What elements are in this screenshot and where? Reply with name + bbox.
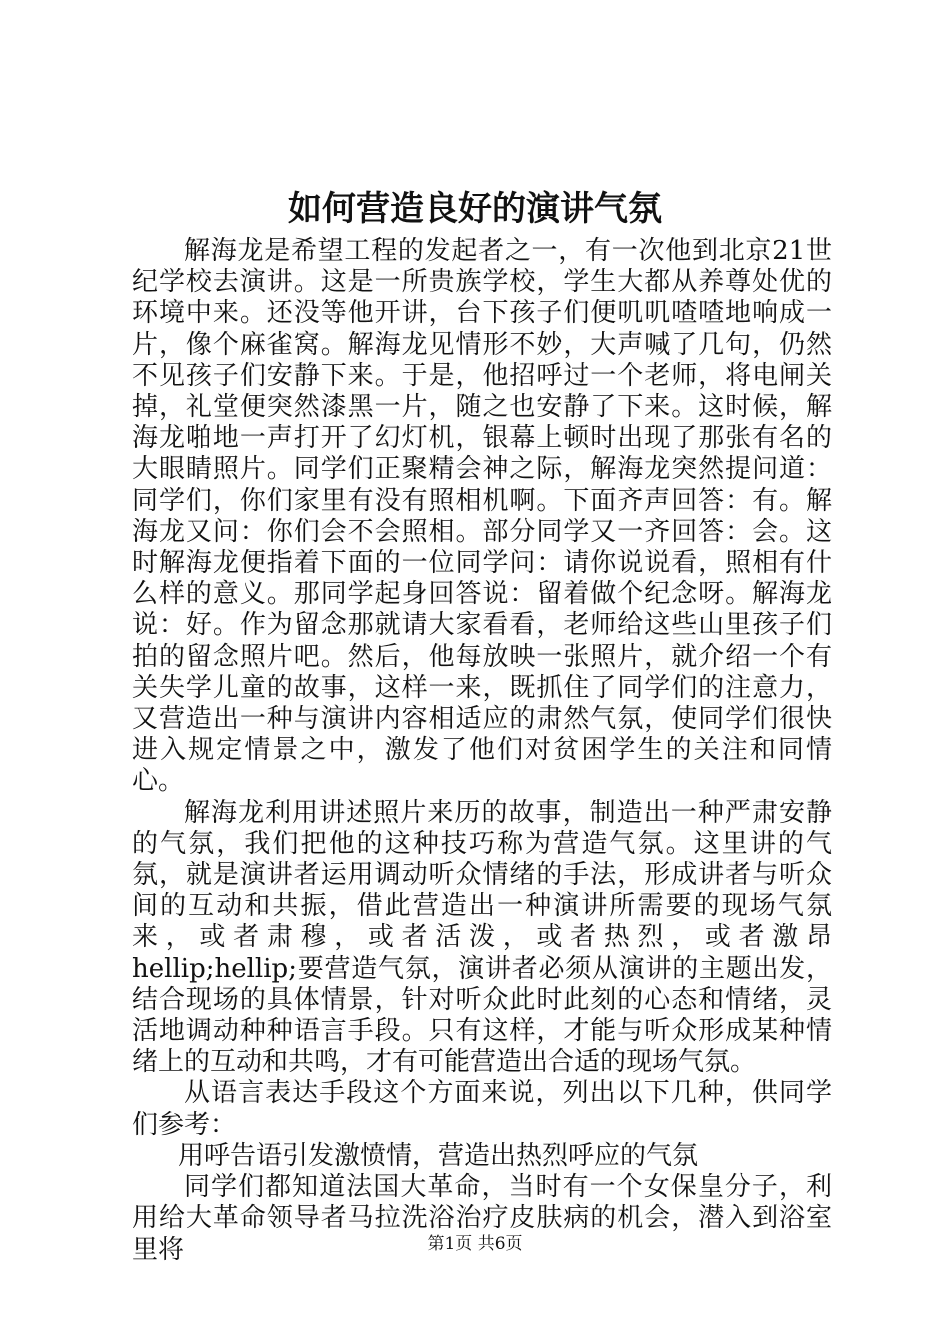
- document-body: [132, 236, 832, 1266]
- paragraph-1: 解海龙是希望工程的发起者之一，有一次他到北京21世纪学校去演讲。这是一所贵族学校，学生大都从养尊处优的环境中来。还没等他开讲，台下孩子们便叽叽喳喳地响成一片，像个麻雀窝。解海龙见情形不妙，大声喊了几句，仍然不见孩子们安静下来。于是，他招呼过一个老师，将电闸关掉，礼堂便突然漆黑一片，随之也安静了下来。这时候，解海龙啪地一声打开了幻灯机，银幕上顿时出现了那张有名的大眼睛照片。同学们正聚精会神之际，解海龙突然提问道：同学们，你们家里有没有照相机啊。下面齐声回答：有。解海龙又问：你们会不会照相。部分同学又一齐回答：会。这时解海龙便指着下面的一位同学问：请你说说看，照相有什么样的意义。那同学起身回答说：留着做个纪念呀。解海龙说：好。作为留念那就请大家看看，老师给这些山里孩子们拍的留念照片吧。然后，他每放映一张照片，就介绍一个有关失学儿童的故事，这样一来，既抓住了同学们的注意力，又营造出一种与演讲内容相适应的肃然气氛，使同学们很快进入规定情景之中，激发了他们对贫困学生的关注和同情心。: [132, 236, 832, 797]
- paragraph-2: 解海龙利用讲述照片来历的故事，制造出一种严肃安静的气氛，我们把他的这种技巧称为营造气氛。这里讲的气氛，就是演讲者运用调动听众情绪的手法，形成讲者与听众间的互动和共振，借此营造出一种演讲所需要的现场气氛来，或者肃穆，或者活泼，或者热烈，或者激昂hellip;hellip;要营造气氛，演讲者必须从演讲的主题出发，结合现场的具体情景，针对听众此时此刻的心态和情绪，灵活地调动种种语言手段。只有这样，才能与听众形成某种情绪上的互动和共鸣，才有可能营造出合适的现场气氛。: [132, 797, 832, 1078]
- document-title: 如何营造良好的演讲气氛: [288, 189, 662, 229]
- page-footer: 第1页 共6页: [427, 1234, 523, 1254]
- paragraph-3: 从语言表达手段这个方面来说，列出以下几种，供同学们参考：: [132, 1078, 832, 1140]
- paragraph-4: 同学们都知道法国大革命，当时有一个女保皇分子，利用给大革命领导者马拉洗浴治疗皮肤病的机会，潜入到浴室里将: [132, 1172, 832, 1265]
- section-heading: 用呼告语引发激愤情，营造出热烈呼应的气氛: [178, 1140, 699, 1171]
